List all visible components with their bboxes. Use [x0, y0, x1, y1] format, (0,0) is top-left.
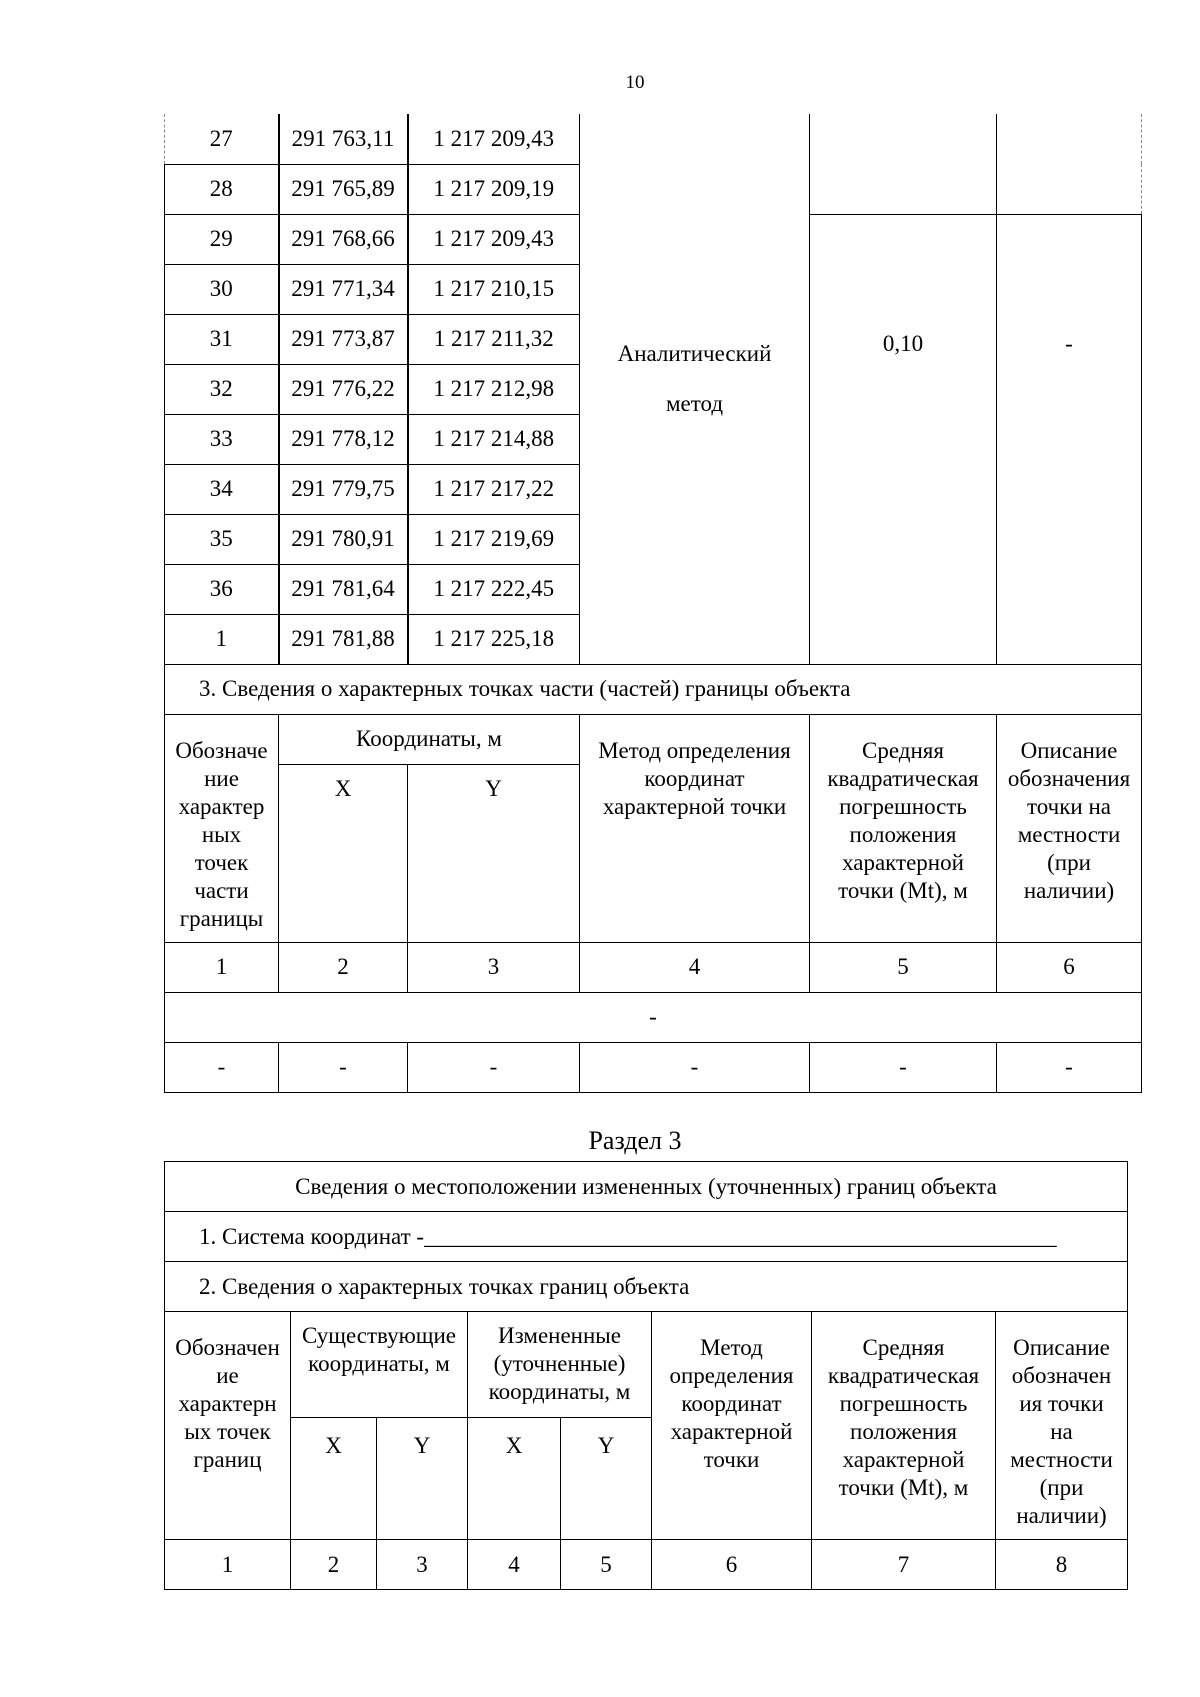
- method-cell-empty: [580, 114, 810, 214]
- y-coordinate: 1 217 210,15: [408, 264, 580, 314]
- empty-cell: -: [997, 1042, 1142, 1092]
- y-coordinate: 1 217 209,43: [408, 114, 580, 164]
- numbers-row: [165, 942, 1142, 992]
- empty-cell: -: [408, 1042, 580, 1092]
- x-coordinate: 291 779,75: [279, 464, 408, 514]
- method-header: Метод определения координат характерной точки: [580, 714, 810, 942]
- column-number: 3: [377, 1540, 468, 1590]
- x-coordinate: 291 780,91: [279, 514, 408, 564]
- x-header: X: [291, 1418, 377, 1540]
- point-number: 1: [165, 614, 279, 664]
- table-row: [165, 664, 1142, 714]
- point-number: 32: [165, 364, 279, 414]
- empty-cell: -: [279, 1042, 408, 1092]
- points-heading: 2. Сведения о характерных точках границ объекта: [165, 1262, 1128, 1312]
- table-row: [165, 114, 1142, 164]
- points-table: [164, 114, 1142, 1093]
- column-number: 6: [652, 1540, 812, 1590]
- x-coordinate: 291 776,22: [279, 364, 408, 414]
- column-number: 1: [165, 942, 279, 992]
- x-coordinate: 291 771,34: [279, 264, 408, 314]
- empty-cell: -: [810, 1042, 997, 1092]
- part-points-heading: 3. Сведения о характерных точках части (частей) границы объекта: [165, 664, 1142, 714]
- table-row: [165, 1042, 1142, 1092]
- column-number: 5: [561, 1540, 652, 1590]
- y-coordinate: 1 217 225,18: [408, 614, 580, 664]
- existing-coords-header: Существующие координаты, м: [291, 1312, 468, 1418]
- y-coordinate: 1 217 211,32: [408, 314, 580, 364]
- method-cell: [580, 214, 810, 664]
- description-cell: -: [997, 214, 1142, 664]
- y-coordinate: 1 217 222,45: [408, 564, 580, 614]
- x-coordinate: 291 763,11: [279, 114, 408, 164]
- accuracy-cell-empty: [810, 114, 997, 214]
- table-row: [165, 1262, 1128, 1312]
- x-coordinate: 291 778,12: [279, 414, 408, 464]
- empty-cell: -: [580, 1042, 810, 1092]
- column-number: 2: [279, 942, 408, 992]
- point-number: 34: [165, 464, 279, 514]
- x-coordinate: 291 781,64: [279, 564, 408, 614]
- description-header: Описание обозначен ия точки на местности (при наличии): [996, 1312, 1128, 1540]
- accuracy-cell: 0,10: [810, 214, 997, 664]
- table-row: [165, 1162, 1128, 1212]
- accuracy-header: Средняя квадратическая погрешность положения характерной точки (Mt), м: [812, 1312, 996, 1540]
- column-number: 7: [812, 1540, 996, 1590]
- point-number: 33: [165, 414, 279, 464]
- coord-system: 1. Система координат -_______________________________________________________: [165, 1212, 1128, 1262]
- header-row: [165, 714, 1142, 764]
- column-number: 5: [810, 942, 997, 992]
- coordinates-header: Координаты, м: [279, 714, 580, 764]
- section-title: Раздел 3: [588, 1126, 682, 1155]
- designation-header: Обозначе ние характер ных точек части границы: [165, 714, 279, 942]
- page-number: 10: [625, 72, 645, 93]
- designation-header: Обозначен ие характерн ых точек границ: [165, 1312, 291, 1540]
- point-number: 30: [165, 264, 279, 314]
- x-coordinate: 291 773,87: [279, 314, 408, 364]
- table-row: [165, 992, 1142, 1042]
- x-coordinate: 291 768,66: [279, 214, 408, 264]
- column-number: 1: [165, 1540, 291, 1590]
- point-number: 27: [165, 114, 279, 164]
- empty-cell: -: [165, 1042, 279, 1092]
- column-number: 3: [408, 942, 580, 992]
- x-coordinate: 291 781,88: [279, 614, 408, 664]
- column-number: 2: [291, 1540, 377, 1590]
- table-row: [165, 1212, 1128, 1262]
- y-coordinate: 1 217 212,98: [408, 364, 580, 414]
- changed-coords-header: Измененные (уточненные) координаты, м: [468, 1312, 652, 1418]
- numbers-row: [165, 1540, 1128, 1590]
- y-coordinate: 1 217 219,69: [408, 514, 580, 564]
- table-row: [165, 214, 1142, 264]
- y-header: Y: [408, 764, 580, 942]
- x-coordinate: 291 765,89: [279, 164, 408, 214]
- section3-heading: Сведения о местоположении измененных (уточненных) границ объекта: [165, 1162, 1128, 1212]
- y-header: Y: [377, 1418, 468, 1540]
- x-header: X: [468, 1418, 561, 1540]
- column-number: 4: [580, 942, 810, 992]
- merged-dash-cell: -: [165, 992, 1142, 1042]
- description-header: Описание обозначения точки на местности (при наличии): [997, 714, 1142, 942]
- description-cell-empty: [997, 114, 1142, 214]
- column-number: 4: [468, 1540, 561, 1590]
- point-number: 35: [165, 514, 279, 564]
- method-text: метод: [665, 391, 724, 416]
- y-coordinate: 1 217 209,43: [408, 214, 580, 264]
- point-number: 36: [165, 564, 279, 614]
- method-text: Аналитический: [617, 341, 772, 366]
- header-row: [165, 1312, 1128, 1418]
- section3-table: [164, 1161, 1128, 1590]
- x-header: X: [279, 764, 408, 942]
- point-number: 31: [165, 314, 279, 364]
- y-coordinate: 1 217 217,22: [408, 464, 580, 514]
- column-number: 8: [996, 1540, 1128, 1590]
- point-number: 28: [165, 164, 279, 214]
- y-coordinate: 1 217 209,19: [408, 164, 580, 214]
- y-header: Y: [561, 1418, 652, 1540]
- y-coordinate: 1 217 214,88: [408, 414, 580, 464]
- method-header: Метод определения координат характерной точки: [652, 1312, 812, 1540]
- accuracy-header: Средняя квадратическая погрешность положения характерной точки (Mt), м: [810, 714, 997, 942]
- point-number: 29: [165, 214, 279, 264]
- column-number: 6: [997, 942, 1142, 992]
